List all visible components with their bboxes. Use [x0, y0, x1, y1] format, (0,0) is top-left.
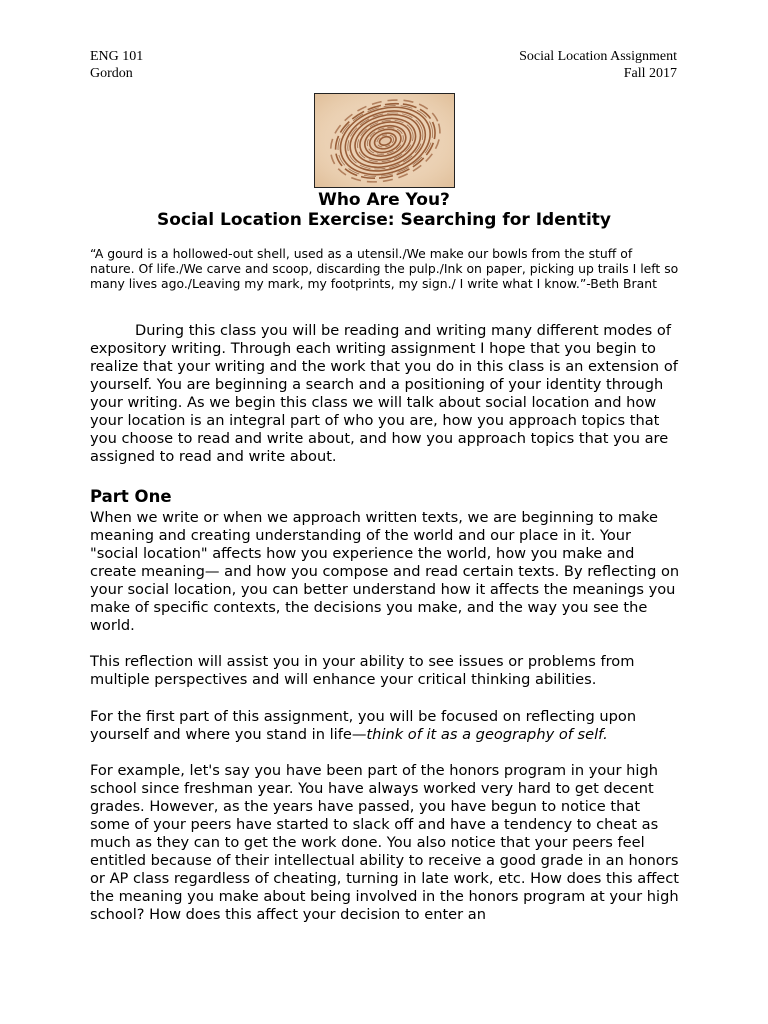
part-one-paragraph-4: For example, let's say you have been part of the honors program in your high school since freshman year. You have always worked very hard to get decent grades. However, as the years have passed, you have begun to notice that some of your peers have started to slack off and have a tendency to cheat as much as they can to get the work done. You also notice that your peers feel entitled because of their intellectual ability to receive a good grade in an honors or AP class regardless of cheating, turning in late work, etc. How does this affect the meaning you make about being involved in the honors program at your high school? How does this affect your decision to enter an — [90, 762, 680, 923]
course-code: ENG 101 — [90, 49, 144, 64]
page-subtitle: Social Location Exercise: Searching for Identity — [156, 210, 611, 230]
assignment-info — [519, 48, 677, 82]
section-heading-part-one: Part One — [90, 487, 172, 506]
instructor-name: Gordon — [90, 66, 133, 81]
term: Fall 2017 — [623, 66, 677, 81]
assignment-name: Social Location Assignment — [519, 49, 677, 64]
fingerprint-icon — [315, 94, 454, 187]
paragraph-text: For the first part of this assignment, you will be focused on reflecting upon yourself and where you stand in life— — [90, 708, 637, 743]
emphasis-text: think of it as a geography of self. — [366, 726, 608, 743]
fingerprint-image — [314, 93, 455, 188]
epigraph-quote: “A gourd is a hollowed-out shell, used as a utensil./We make our bowls from the stuff of nature. Of life./We carve and scoop, discarding the pulp./Ink on paper, picking up trails I left so many lives ago./Leaving my mark, my footprints, my sign./ I write what I know.”-Beth Brant — [90, 246, 679, 291]
part-one-paragraph-3 — [90, 708, 680, 744]
intro-paragraph: During this class you will be reading and writing many different modes of expository writing. Through each writing assignment I hope that you begin to realize that your writing and the work that you do in this class is an extension of yourself. You are beginning a search and a positioning of your identity through your writing. As we begin this class we will talk about social location and how your location is an integral part of who you are, how you approach topics that you choose to read and write about, and how you approach topics that you are assigned to read and write about. — [90, 322, 678, 465]
part-one-paragraph-1: When we write or when we approach written texts, we are beginning to make meaning and creating understanding of the world and our place in it. Your "social location" affects how you experience the world, how you make and create meaning— and how you compose and read certain texts. By reflecting on your social location, you can better understand how it affects the meanings you make of specific contexts, the decisions you make, and the way you see the world. — [90, 509, 680, 634]
course-info — [90, 48, 143, 82]
part-one-paragraph-2: This reflection will assist you in your ability to see issues or problems from multiple perspectives and will enhance your critical thinking abilities. — [90, 653, 635, 688]
page-title: Who Are You? — [318, 190, 450, 210]
